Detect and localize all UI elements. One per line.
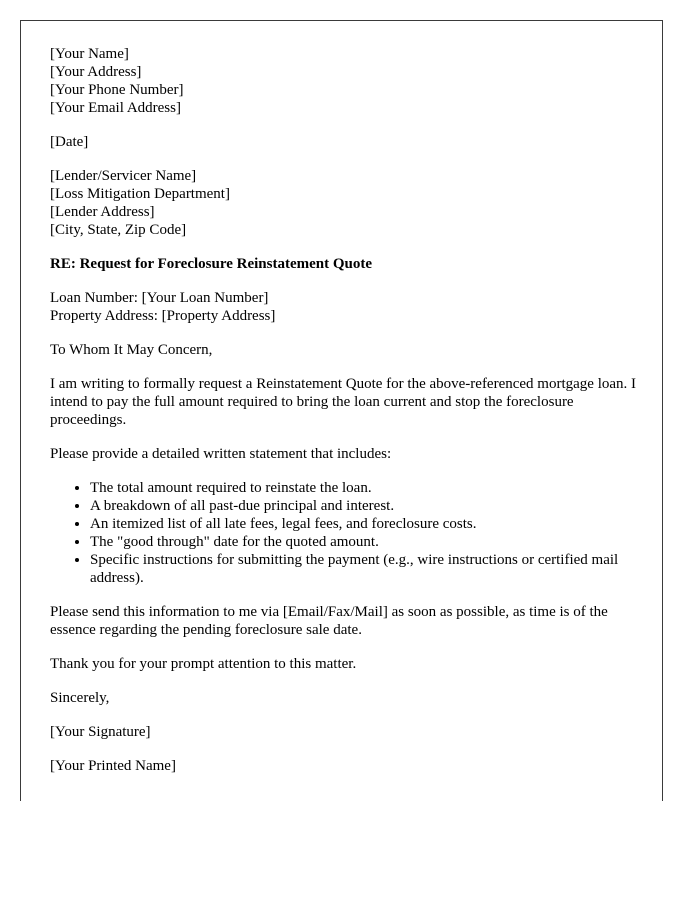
requested-items-list [50,479,639,587]
sender-name: [Your Name] [50,46,129,62]
list-item: • A breakdown of all past-due principal and interest. [90,497,639,515]
signature-placeholder: [Your Signature] [50,724,151,740]
recipient-department: [Loss Mitigation Department] [50,186,230,202]
salutation: To Whom It May Concern, [50,342,213,358]
delivery-paragraph: Please send this information to me via [Email/Fax/Mail] as soon as possible, as time is of the essence regarding the pending foreclosure sale date. [50,604,608,638]
loan-number-line: Loan Number: [Your Loan Number] [50,290,269,306]
recipient-address: [Lender Address] [50,204,155,220]
intro-paragraph: I am writing to formally request a Reinstatement Quote for the above-referenced mortgage loan. I intend to pay the full amount required to bring the loan current and stop the foreclosure proceedings. [50,376,637,428]
recipient-block [50,167,639,239]
sender-phone: [Your Phone Number] [50,82,184,98]
sender-address: [Your Address] [50,64,142,80]
sender-block [50,45,639,117]
letter-document [20,20,663,801]
list-item: • The "good through" date for the quoted amount. [90,533,639,551]
printed-name-placeholder: [Your Printed Name] [50,758,176,774]
thanks-paragraph: Thank you for your prompt attention to this matter. [50,656,357,672]
recipient-city-state-zip: [City, State, Zip Code] [50,222,187,238]
sender-email: [Your Email Address] [50,100,181,116]
closing: Sincerely, [50,690,110,706]
recipient-lender-name: [Lender/Servicer Name] [50,168,197,184]
list-item: • Specific instructions for submitting the payment (e.g., wire instructions or certified mail address). [90,551,639,587]
list-item: • The total amount required to reinstate the loan. [90,479,639,497]
date-line: [Date] [50,134,89,150]
subject-line: RE: Request for Foreclosure Reinstatement Quote [50,256,373,272]
request-paragraph: Please provide a detailed written statement that includes: [50,446,392,462]
reference-block [50,289,639,325]
list-item: • An itemized list of all late fees, legal fees, and foreclosure costs. [90,515,639,533]
property-address-line: Property Address: [Property Address] [50,308,276,324]
